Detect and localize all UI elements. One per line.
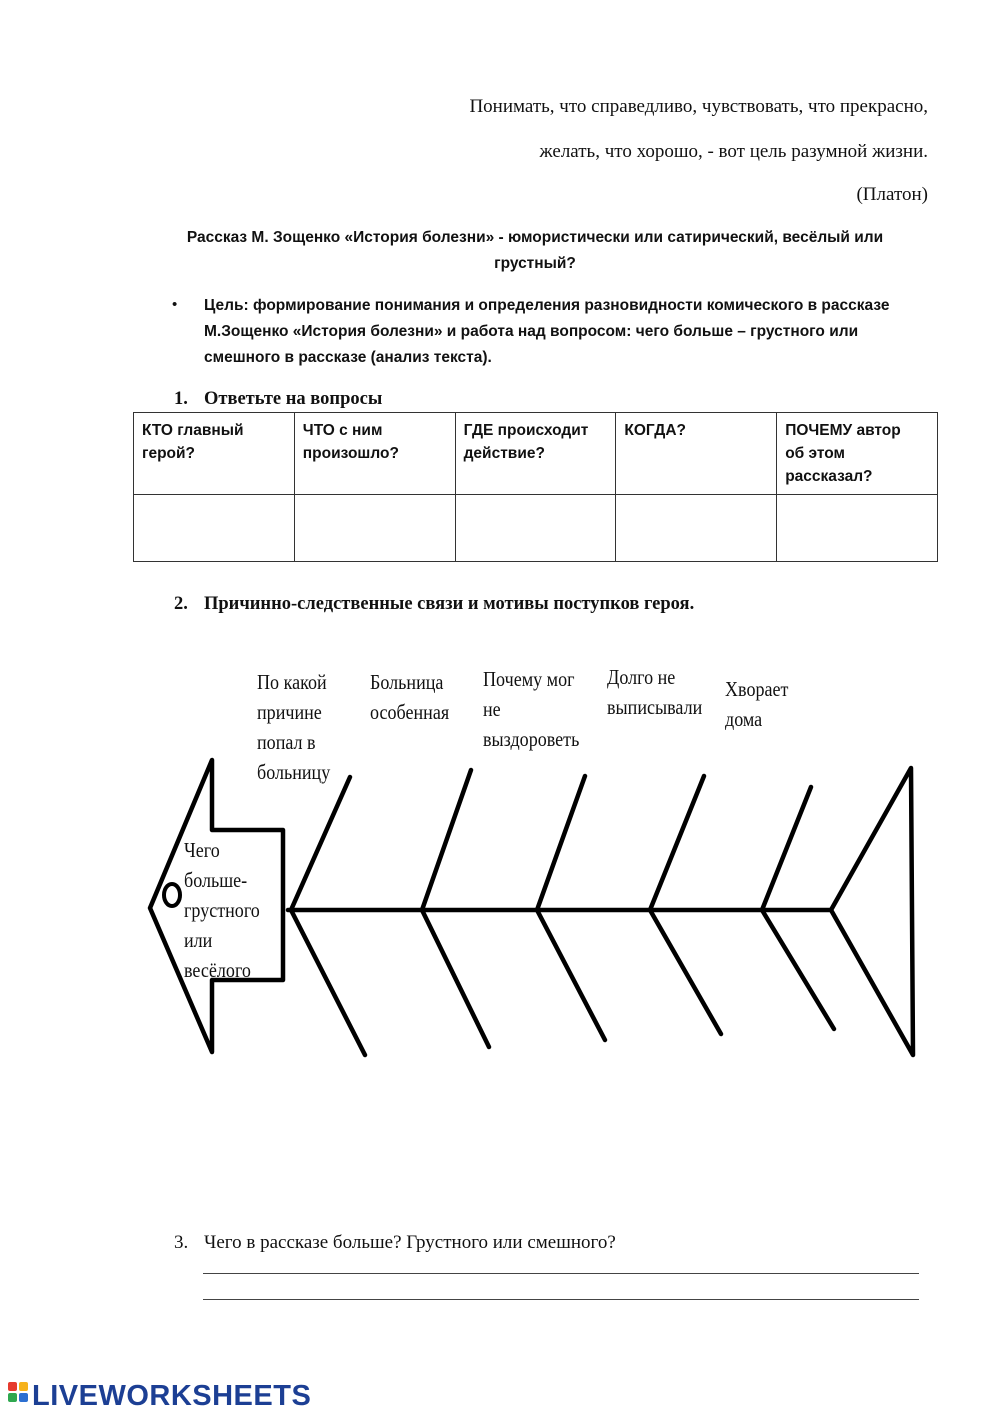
answer-line-2[interactable] bbox=[203, 1299, 919, 1300]
rib-2-lower bbox=[422, 910, 489, 1047]
rib-label-text: По какой bbox=[257, 670, 327, 694]
rib-3-upper bbox=[537, 776, 585, 910]
lesson-title-line-1: Рассказ М. Зощенко «История болезни» - юмористически или сатирический, весёлый или bbox=[186, 229, 884, 246]
rib-label-text: Больница bbox=[370, 670, 444, 694]
rib-label-text: Почему мог bbox=[483, 667, 575, 691]
rib-3-lower bbox=[537, 910, 605, 1040]
head-label-text: Чего bbox=[184, 838, 220, 862]
rib-label-5 bbox=[725, 674, 788, 734]
goal-line-1: Цель: формирование понимания и определения разновидности комического в рассказе bbox=[204, 297, 890, 314]
header-text: действие? bbox=[463, 445, 545, 462]
goal-line-2: М.Зощенко «История болезни» и работа над вопросом: чего больше – грустного или bbox=[204, 323, 859, 340]
rib-1-upper bbox=[291, 777, 350, 910]
liveworksheets-logo bbox=[8, 1380, 311, 1413]
lesson-title-line-2: грустный? bbox=[494, 255, 576, 272]
rib-label-text: Хворает bbox=[725, 677, 789, 701]
epigraph-line-2: желать, что хорошо, - вот цель разумной жизни. bbox=[539, 141, 928, 162]
question-2-text: Причинно-следственные связи и мотивы поступков героя. bbox=[204, 594, 695, 614]
header-text: КТО главный bbox=[142, 422, 244, 439]
rib-label-text: выздороветь bbox=[483, 727, 580, 751]
question-3 bbox=[174, 1232, 616, 1254]
rib-label-4 bbox=[607, 662, 702, 722]
question-1-number: 1. bbox=[174, 389, 188, 409]
header-text: ПОЧЕМУ автор bbox=[785, 422, 901, 439]
rib-label-text: Долго не bbox=[607, 665, 676, 689]
header-text: произошло? bbox=[302, 445, 399, 462]
logo-text: LIVEWORKSHEETS bbox=[32, 1380, 312, 1412]
question-3-text: Чего в рассказе больше? Грустного или смешного? bbox=[204, 1232, 616, 1253]
question-1-text: Ответьте на вопросы bbox=[204, 389, 383, 409]
goal-line-3: смешного в рассказе (анализ текста). bbox=[204, 349, 492, 366]
head-label-text: весёлого bbox=[184, 958, 251, 982]
question-2-number: 2. bbox=[174, 594, 188, 614]
rib-4-lower bbox=[650, 910, 721, 1034]
rib-label-3 bbox=[483, 664, 579, 754]
epigraph-author: (Платон) bbox=[856, 184, 928, 205]
header-text: ЧТО с ним bbox=[302, 422, 383, 439]
rib-label-text: больницу bbox=[257, 760, 331, 784]
rib-label-text: не bbox=[483, 697, 501, 721]
question-3-number: 3. bbox=[174, 1232, 189, 1253]
rib-label-1 bbox=[257, 667, 330, 787]
rib-label-text: особенная bbox=[370, 700, 450, 724]
head-label-text: больше- bbox=[184, 868, 248, 892]
rib-label-2 bbox=[370, 667, 449, 727]
answer-line-1[interactable] bbox=[203, 1273, 919, 1274]
head-label-text: грустного bbox=[184, 898, 260, 922]
fish-eye bbox=[164, 884, 180, 906]
rib-4-upper bbox=[650, 776, 704, 910]
fish-tail bbox=[831, 768, 913, 1055]
epigraph-line-1: Понимать, что справедливо, чувствовать, что прекрасно, bbox=[469, 96, 928, 117]
header-text: КОГДА? bbox=[624, 422, 687, 439]
header-text: об этом bbox=[785, 445, 846, 462]
header-text: ГДЕ происходит bbox=[463, 422, 589, 439]
logo-mark-icon bbox=[8, 1382, 30, 1408]
rib-label-text: выписывали bbox=[607, 695, 703, 719]
rib-5-upper bbox=[762, 787, 811, 910]
header-text: рассказал? bbox=[785, 468, 873, 485]
rib-label-text: попал в bbox=[257, 730, 316, 754]
rib-label-text: дома bbox=[725, 707, 763, 731]
head-label-text: или bbox=[184, 928, 213, 952]
fish-head-label bbox=[184, 835, 260, 985]
rib-label-text: причине bbox=[257, 700, 322, 724]
rib-1-lower bbox=[291, 910, 365, 1055]
rib-2-upper bbox=[422, 770, 471, 910]
goal-bullet: • bbox=[172, 296, 178, 313]
header-text: герой? bbox=[142, 445, 196, 462]
rib-5-lower bbox=[762, 910, 834, 1029]
